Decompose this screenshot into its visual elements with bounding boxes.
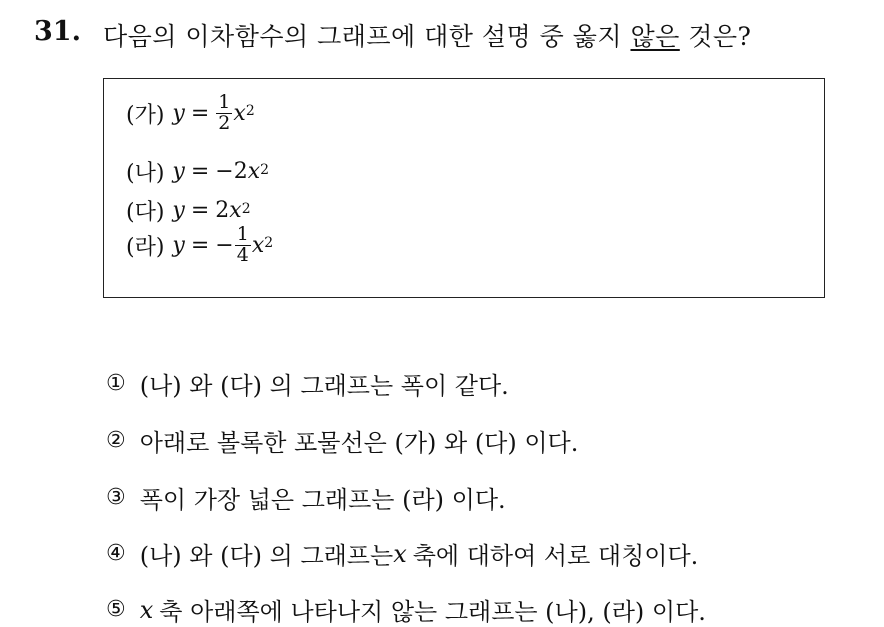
equation-fraction [216,93,232,134]
equation-equals: = [190,232,210,258]
equation-label: (나) [126,161,165,186]
equation-x: x [247,159,261,184]
equation-y: y [172,198,185,223]
choice-2[interactable] [106,423,578,458]
equation-coefficient: 2 [215,198,230,223]
fraction-denominator: 2 [218,111,231,134]
equation-y: y [172,159,185,184]
equation-equals: = [190,198,210,223]
equation-box [103,78,825,298]
choice-1[interactable] [106,366,509,401]
equation-ga [126,93,255,134]
equation-label: (가) [126,102,165,128]
choice-x-variable: x [393,539,407,568]
equation-sign: − [215,159,234,184]
question-text-after: 것은? [679,22,752,51]
choice-mark: ④ [106,541,126,566]
choice-3[interactable] [106,480,506,515]
equation-coefficient: 2 [233,159,248,184]
fraction-numerator: 1 [218,91,231,113]
choice-text-pre: (나) 와 (다) 의 그래프는 [139,542,394,570]
question-text [103,17,751,53]
equation-na [126,156,269,187]
equation-y: y [172,100,185,126]
fraction-denominator: 4 [236,243,249,266]
choice-text: 축 아래쪽에 나타나지 않는 그래프는 (나), (라) 이다. [159,598,706,626]
choice-mark: ② [106,428,126,453]
choice-mark: ③ [106,485,126,510]
equation-exponent: 2 [241,200,251,217]
equation-exponent: 2 [245,103,255,120]
fraction-numerator: 1 [236,223,249,245]
equation-exponent: 2 [264,235,274,252]
question-text-before: 다음의 이차함수의 그래프에 대한 설명 중 옳지 [103,22,631,51]
choice-text: (나) 와 (다) 의 그래프는 폭이 같다. [139,372,509,400]
equation-ra [126,225,273,266]
choice-text: 축에 대하여 서로 대칭이다. [412,542,699,570]
equation-y: y [172,232,185,258]
choice-mark: ① [106,371,126,396]
choice-text: 폭이 가장 넓은 그래프는 (라) 이다. [139,486,506,514]
equation-x: x [233,100,246,126]
equation-label: (다) [126,200,165,225]
equation-da [126,195,251,226]
question-number: 31. [34,16,81,47]
choice-mark: ⑤ [106,597,126,622]
choice-x-variable: x [139,595,154,624]
equation-equals: = [190,100,210,126]
equation-label: (라) [126,234,165,260]
equation-fraction [235,225,251,266]
equation-equals: = [190,159,210,184]
equation-exponent: 2 [260,161,270,178]
choice-5[interactable] [106,592,706,627]
equation-x: x [229,198,242,223]
question-text-underlined: 않은 [630,22,680,51]
equation-x: x [251,232,265,258]
equation-sign: − [215,232,234,258]
choice-text: 아래로 볼록한 포물선은 (가) 와 (다) 이다. [139,429,579,457]
choice-4[interactable] [106,536,698,571]
